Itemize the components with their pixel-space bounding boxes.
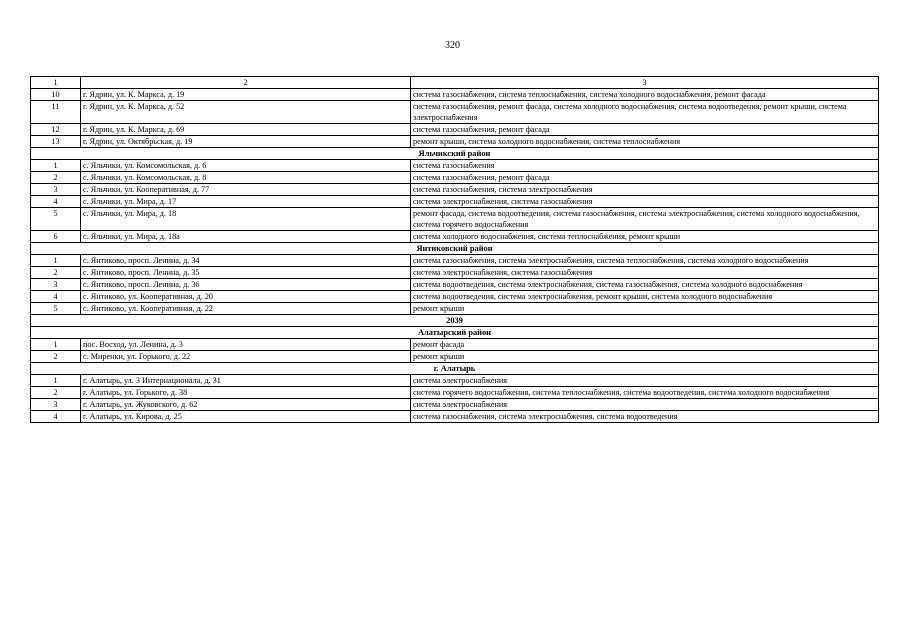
row-address: с. Яльчики, ул. Мира, д. 18а <box>81 231 411 243</box>
row-address: с. Янтиково, просп. Ленина, д. 36 <box>81 279 411 291</box>
table-row <box>31 136 879 148</box>
row-works: система электроснабжения <box>411 399 879 411</box>
row-works: система газоснабжения, ремонт фасада <box>411 172 879 184</box>
row-address: г. Ядрин, ул. Октябрьская, д. 19 <box>81 136 411 148</box>
section-header-row <box>31 327 879 339</box>
row-works: система горячего водоснабжения, система теплоснабжения, система водоотведения, система холодного водоснабжения <box>411 387 879 399</box>
page-number: 320 <box>445 40 460 51</box>
row-address: г. Алатырь, ул. Горького, д. 38 <box>81 387 411 399</box>
row-number: 13 <box>31 136 81 148</box>
row-number: 11 <box>31 101 81 124</box>
row-address: г. Ядрин, ул. К. Маркса, д. 52 <box>81 101 411 124</box>
table-row <box>31 339 879 351</box>
section-header-row <box>31 363 879 375</box>
row-address: с. Яльчики, ул. Мира, д. 18 <box>81 208 411 231</box>
row-number: 1 <box>31 339 81 351</box>
row-works: система газоснабжения, система электроснабжения, система теплоснабжения, система холодного водоснабжения <box>411 255 879 267</box>
section-title: 2039 <box>31 315 879 327</box>
section-title: Янтиковский район <box>31 243 879 255</box>
row-works: ремонт крыши <box>411 303 879 315</box>
row-address: с. Янтиково, просп. Ленина, д. 34 <box>81 255 411 267</box>
row-number: 3 <box>31 399 81 411</box>
section-title: г. Алатырь <box>31 363 879 375</box>
row-number: 3 <box>31 184 81 196</box>
row-works: система газоснабжения, система электроснабжения, система водоотведения <box>411 411 879 423</box>
table-row <box>31 208 879 231</box>
row-works: система электроснабжения, система газоснабжения <box>411 196 879 208</box>
row-address: г. Алатырь, ул. Жуковского, д. 62 <box>81 399 411 411</box>
table-row <box>31 291 879 303</box>
section-header-row <box>31 243 879 255</box>
table-row <box>31 101 879 124</box>
row-number: 1 <box>31 255 81 267</box>
table-row <box>31 387 879 399</box>
row-address: с. Янтиково, ул. Кооперативная, д. 20 <box>81 291 411 303</box>
row-works: система холодного водоснабжения, система теплоснабжения, ремонт крыши <box>411 231 879 243</box>
works-table-body <box>31 77 879 423</box>
row-number: 3 <box>31 279 81 291</box>
row-works: ремонт крыши <box>411 351 879 363</box>
header-col-2: 2 <box>81 77 411 89</box>
row-works: система водоотведения, система электроснабжения, система газоснабжения, система холодного водоснабжения <box>411 279 879 291</box>
table-row <box>31 267 879 279</box>
row-number: 4 <box>31 411 81 423</box>
row-address: г. Алатырь, ул. 3 Интернационала, д. 31 <box>81 375 411 387</box>
table-row <box>31 124 879 136</box>
row-number: 1 <box>31 375 81 387</box>
row-works: система газоснабжения, ремонт фасада, система холодного водоснабжения, система водоотведения, ремонт крыши, система электроснабжения <box>411 101 879 124</box>
table-row <box>31 196 879 208</box>
row-number: 5 <box>31 303 81 315</box>
row-number: 2 <box>31 267 81 279</box>
row-works: система газоснабжения, ремонт фасада <box>411 124 879 136</box>
row-address: с. Янтиково, просп. Ленина, д. 35 <box>81 267 411 279</box>
table-header-row <box>31 77 879 89</box>
row-number: 12 <box>31 124 81 136</box>
row-number: 10 <box>31 89 81 101</box>
row-works: система газоснабжения, система теплоснабжения, система холодного водоснабжения, ремонт фасада <box>411 89 879 101</box>
section-title: Яльчикский район <box>31 148 879 160</box>
row-address: г. Ядрин, ул. К. Маркса, д. 19 <box>81 89 411 101</box>
table-row <box>31 160 879 172</box>
section-header-row <box>31 315 879 327</box>
table-row <box>31 255 879 267</box>
row-works: система газоснабжения <box>411 160 879 172</box>
row-address: г. Ядрин, ул. К. Маркса, д. 69 <box>81 124 411 136</box>
row-works: система электроснабжения <box>411 375 879 387</box>
table-row <box>31 411 879 423</box>
row-address: пос. Восход, ул. Ленина, д. 3 <box>81 339 411 351</box>
header-col-3: 3 <box>411 77 879 89</box>
row-number: 4 <box>31 196 81 208</box>
row-number: 6 <box>31 231 81 243</box>
row-number: 4 <box>31 291 81 303</box>
row-works: ремонт фасада <box>411 339 879 351</box>
row-address: с. Янтиково, ул. Кооперативная, д. 22 <box>81 303 411 315</box>
table-row <box>31 172 879 184</box>
header-col-1: 1 <box>31 77 81 89</box>
works-table <box>30 76 879 423</box>
row-number: 2 <box>31 172 81 184</box>
row-address: с. Миренки, ул. Горького, д. 22 <box>81 351 411 363</box>
table-row <box>31 89 879 101</box>
row-address: с. Яльчики, ул. Мира, д. 17 <box>81 196 411 208</box>
row-address: г. Алатырь, ул. Кирова, д. 25 <box>81 411 411 423</box>
section-title: Алатырский район <box>31 327 879 339</box>
section-header-row <box>31 148 879 160</box>
row-number: 1 <box>31 160 81 172</box>
row-works: система газоснабжения, система электроснабжения <box>411 184 879 196</box>
row-address: с. Яльчики, ул. Комсомольская, д. 6 <box>81 160 411 172</box>
table-row <box>31 303 879 315</box>
row-works: ремонт фасада, система водоотведения, система газоснабжения, система электроснабжения, система холодного водоснабжения, система горячего водоснабжения <box>411 208 879 231</box>
row-number: 5 <box>31 208 81 231</box>
row-works: ремонт крыши, система холодного водоснабжения, система теплоснабжения <box>411 136 879 148</box>
table-row <box>31 399 879 411</box>
table-row <box>31 351 879 363</box>
row-address: с. Яльчики, ул. Кооперативная, д. 77 <box>81 184 411 196</box>
row-number: 2 <box>31 387 81 399</box>
row-works: система водоотведения, система электроснабжения, ремонт крыши, система холодного водоснабжения <box>411 291 879 303</box>
table-row <box>31 375 879 387</box>
row-address: с. Яльчики, ул. Комсомольская, д. 8 <box>81 172 411 184</box>
table-row <box>31 231 879 243</box>
row-number: 2 <box>31 351 81 363</box>
row-works: система электроснабжения, система газоснабжения <box>411 267 879 279</box>
table-row <box>31 184 879 196</box>
table-row <box>31 279 879 291</box>
